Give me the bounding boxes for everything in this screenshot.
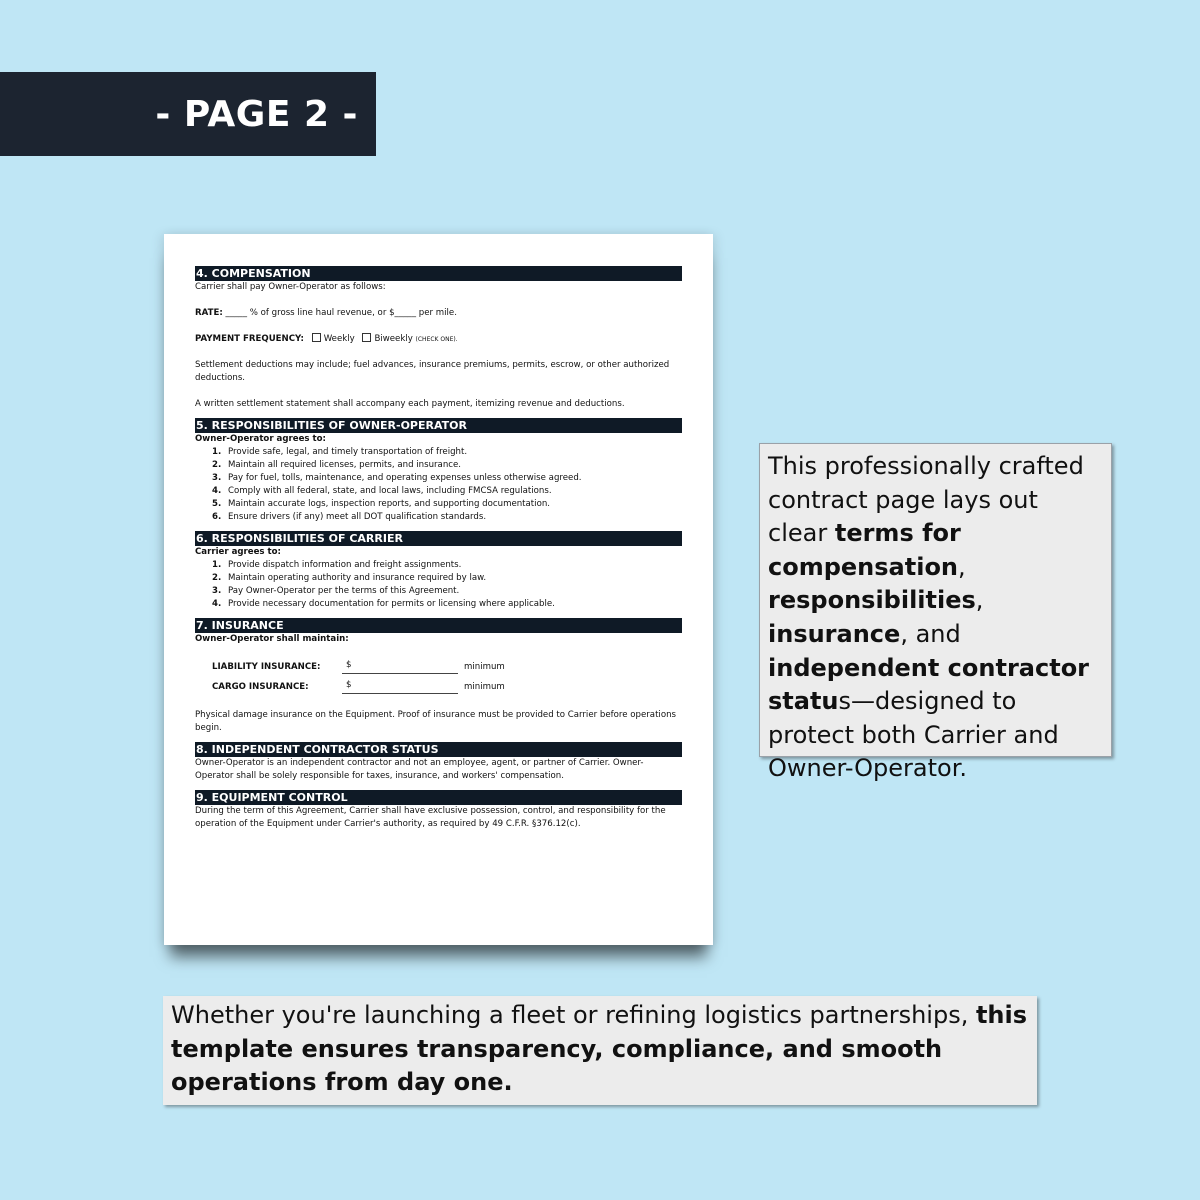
check-one-note: (CHECK ONE). (415, 336, 458, 343)
section-heading-owner-responsibilities: 5. RESPONSIBILITIES OF OWNER-OPERATOR (195, 418, 682, 433)
callout-emphasis: independent contractor statu (768, 653, 1090, 716)
callout-text: This professionally crafted contract page lays out clear (768, 452, 1084, 548)
insurance-note: Physical damage insurance on the Equipment. Proof of insurance must be provided to Carrier before operations begin. (195, 710, 677, 733)
cargo-minimum-label: minimum (464, 682, 505, 692)
contract-page (164, 234, 713, 945)
summary-callout (163, 996, 1037, 1105)
section-heading-contractor-status: 8. INDEPENDENT CONTRACTOR STATUS (195, 742, 682, 757)
list-item: 3. Pay Owner-Operator per the terms of this Agreement. (212, 586, 460, 596)
cargo-insurance-field[interactable]: $ (342, 679, 458, 694)
page-banner-label: - PAGE 2 - (155, 93, 358, 135)
cargo-insurance-label: CARGO INSURANCE: (212, 682, 309, 692)
callout-emphasis: responsibilities (768, 586, 976, 615)
payment-frequency-label: PAYMENT FREQUENCY: (195, 334, 304, 344)
list-item: 4. Comply with all federal, state, and local laws, including FMCSA regulations. (212, 486, 552, 496)
list-item: 2. Maintain all required licenses, permits, and insurance. (212, 460, 462, 470)
section-heading-carrier-responsibilities: 6. RESPONSIBILITIES OF CARRIER (195, 531, 682, 546)
list-item: 4. Provide necessary documentation for permits or licensing where applicable. (212, 599, 555, 609)
statement-text: A written settlement statement shall accompany each payment, itemizing revenue and deductions. (195, 399, 625, 409)
rate-text: _____ % of gross line haul revenue, or $_____ per mile. (225, 308, 457, 318)
weekly-checkbox[interactable] (312, 333, 321, 342)
cargo-insurance-row (212, 674, 682, 694)
list-item: 6. Ensure drivers (if any) meet all DOT qualification standards. (212, 512, 487, 522)
list-item: 5. Maintain accurate logs, inspection reports, and supporting documentation. (212, 499, 551, 509)
list-item: 1. Provide dispatch information and freight assignments. (212, 560, 462, 570)
callout-emphasis: terms for compensation (768, 519, 961, 581)
list-item: 2. Maintain operating authority and insurance required by law. (212, 573, 487, 583)
liability-insurance-row (212, 654, 682, 674)
section-heading-compensation: 4. COMPENSATION (195, 266, 682, 281)
weekly-option-label: Weekly (323, 334, 355, 344)
summary-emphasis: this template ensures transparency, compliance, and smooth operations from day one. (171, 1001, 1028, 1097)
summary-text: Whether you're launching a fleet or refining logistics partnerships, (171, 1001, 976, 1029)
liability-insurance-field[interactable]: $ (342, 659, 458, 674)
callout-text: , and (900, 619, 961, 648)
feature-callout (759, 443, 1112, 783)
biweekly-checkbox[interactable] (362, 333, 371, 342)
callout-text: , (975, 586, 984, 615)
page-banner (0, 72, 376, 156)
callout-text: s—designed to protect both Carrier and Owner-Operator. (768, 687, 1059, 783)
contractor-status-text: Owner-Operator is an independent contractor and not an employee, agent, or partner of Carrier. Owner-Operator shall be solely responsible for taxes, insurance, and workers' compensation. (195, 758, 644, 781)
rate-line (195, 307, 682, 320)
section-heading-equipment-control: 9. EQUIPMENT CONTROL (195, 790, 682, 805)
liability-insurance-label: LIABILITY INSURANCE: (212, 662, 321, 672)
section-heading-insurance: 7. INSURANCE (195, 618, 682, 633)
carrier-agrees-lead: Carrier agrees to: (195, 547, 281, 557)
list-item: 3. Pay for fuel, tolls, maintenance, and operating expenses unless otherwise agreed. (212, 473, 582, 483)
insurance-lead: Owner-Operator shall maintain: (195, 634, 349, 644)
equipment-control-text: During the term of this Agreement, Carrier shall have exclusive possession, control, and responsibility for the operation of the Equipment under Carrier's authority, as required by 49 C.F.R. §376.12(c). (195, 806, 666, 829)
liability-minimum-label: minimum (464, 662, 505, 672)
callout-emphasis: insurance (768, 619, 901, 648)
carrier-responsibilities-list (195, 559, 682, 611)
payment-frequency-line (195, 333, 682, 346)
owner-responsibilities-list (195, 446, 682, 524)
list-item: 1. Provide safe, legal, and timely transportation of freight. (212, 447, 468, 457)
compensation-intro: Carrier shall pay Owner-Operator as follows: (195, 282, 386, 292)
callout-text: , (958, 552, 966, 581)
rate-label: RATE: (195, 308, 223, 318)
deductions-text: Settlement deductions may include; fuel advances, insurance premiums, permits, escrow, or other authorized deductions. (195, 360, 670, 383)
biweekly-option-label: Biweekly (374, 334, 413, 344)
owner-agrees-lead: Owner-Operator agrees to: (195, 434, 326, 444)
